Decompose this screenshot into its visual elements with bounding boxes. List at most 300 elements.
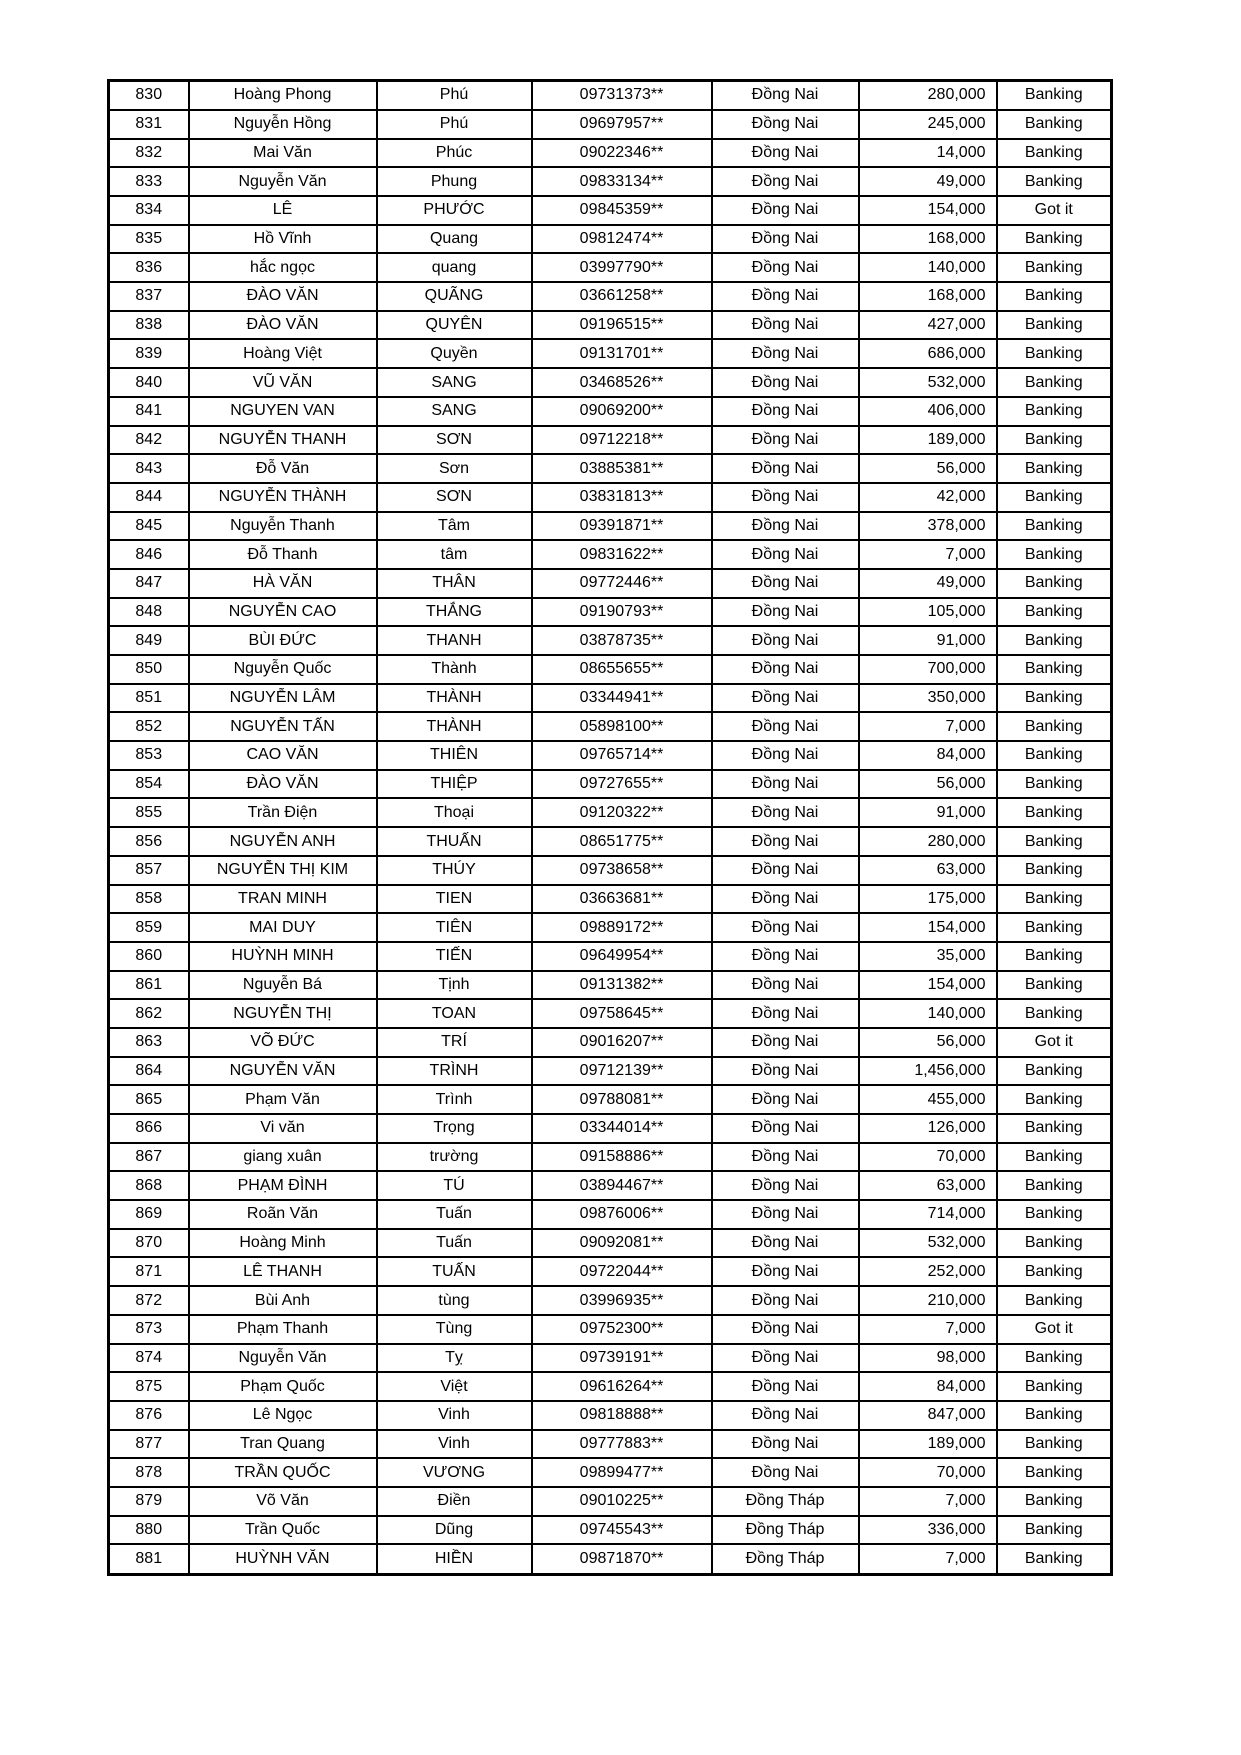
table-row bbox=[109, 1544, 1112, 1574]
cell-status: Banking bbox=[997, 1286, 1112, 1315]
cell-first-middle-name: Phạm Quốc bbox=[189, 1372, 377, 1401]
cell-amount: 56,000 bbox=[859, 454, 997, 483]
cell-amount: 532,000 bbox=[859, 1229, 997, 1258]
cell-amount: 336,000 bbox=[859, 1516, 997, 1545]
table-row bbox=[109, 282, 1112, 311]
cell-status: Banking bbox=[997, 225, 1112, 254]
cell-status: Banking bbox=[997, 1114, 1112, 1143]
cell-first-middle-name: Nguyễn Văn bbox=[189, 1344, 377, 1373]
cell-last-name: Tỵ bbox=[377, 1344, 532, 1373]
cell-status: Banking bbox=[997, 569, 1112, 598]
cell-status: Banking bbox=[997, 1257, 1112, 1286]
cell-phone-masked: 09131382** bbox=[532, 971, 712, 1000]
cell-row-number: 852 bbox=[109, 712, 189, 741]
cell-status: Banking bbox=[997, 253, 1112, 282]
cell-province: Đồng Nai bbox=[712, 196, 859, 225]
cell-row-number: 872 bbox=[109, 1286, 189, 1315]
cell-amount: 168,000 bbox=[859, 282, 997, 311]
cell-amount: 7,000 bbox=[859, 540, 997, 569]
cell-last-name: TUẤN bbox=[377, 1257, 532, 1286]
cell-province: Đồng Nai bbox=[712, 1430, 859, 1459]
cell-province: Đồng Nai bbox=[712, 1257, 859, 1286]
cell-first-middle-name: Trần Điện bbox=[189, 798, 377, 827]
cell-phone-masked: 03344941** bbox=[532, 684, 712, 713]
cell-last-name: tùng bbox=[377, 1286, 532, 1315]
cell-first-middle-name: Trần Quốc bbox=[189, 1516, 377, 1545]
cell-last-name: quang bbox=[377, 253, 532, 282]
cell-row-number: 843 bbox=[109, 454, 189, 483]
cell-status: Banking bbox=[997, 885, 1112, 914]
cell-amount: 189,000 bbox=[859, 1430, 997, 1459]
cell-amount: 700,000 bbox=[859, 655, 997, 684]
cell-row-number: 838 bbox=[109, 311, 189, 340]
cell-phone-masked: 09092081** bbox=[532, 1229, 712, 1258]
cell-province: Đồng Nai bbox=[712, 569, 859, 598]
cell-last-name: THÀNH bbox=[377, 712, 532, 741]
cell-status: Banking bbox=[997, 397, 1112, 426]
table-row bbox=[109, 1286, 1112, 1315]
table-row bbox=[109, 1516, 1112, 1545]
cell-province: Đồng Nai bbox=[712, 339, 859, 368]
table-row bbox=[109, 598, 1112, 627]
table-row bbox=[109, 397, 1112, 426]
cell-first-middle-name: VÕ ĐỨC bbox=[189, 1028, 377, 1057]
cell-last-name: Tịnh bbox=[377, 971, 532, 1000]
cell-province: Đồng Tháp bbox=[712, 1487, 859, 1516]
cell-first-middle-name: Nguyễn Hồng bbox=[189, 110, 377, 139]
cell-first-middle-name: CAO VĂN bbox=[189, 741, 377, 770]
table-row bbox=[109, 139, 1112, 168]
cell-province: Đồng Nai bbox=[712, 253, 859, 282]
cell-status: Banking bbox=[997, 1430, 1112, 1459]
cell-phone-masked: 09745543** bbox=[532, 1516, 712, 1545]
cell-row-number: 865 bbox=[109, 1085, 189, 1114]
cell-first-middle-name: Phạm Thanh bbox=[189, 1315, 377, 1344]
cell-last-name: Phúc bbox=[377, 139, 532, 168]
cell-province: Đồng Nai bbox=[712, 1458, 859, 1487]
cell-amount: 70,000 bbox=[859, 1143, 997, 1172]
cell-first-middle-name: Phạm Văn bbox=[189, 1085, 377, 1114]
cell-province: Đồng Nai bbox=[712, 282, 859, 311]
cell-row-number: 871 bbox=[109, 1257, 189, 1286]
cell-province: Đồng Nai bbox=[712, 1143, 859, 1172]
cell-status: Banking bbox=[997, 827, 1112, 856]
cell-last-name: THIÊN bbox=[377, 741, 532, 770]
cell-status: Banking bbox=[997, 971, 1112, 1000]
cell-phone-masked: 03894467** bbox=[532, 1171, 712, 1200]
table-row bbox=[109, 626, 1112, 655]
cell-last-name: Vinh bbox=[377, 1401, 532, 1430]
table-row bbox=[109, 1430, 1112, 1459]
cell-first-middle-name: Hoàng Phong bbox=[189, 81, 377, 110]
cell-phone-masked: 09871870** bbox=[532, 1544, 712, 1574]
cell-last-name: Quyền bbox=[377, 339, 532, 368]
cell-phone-masked: 09765714** bbox=[532, 741, 712, 770]
cell-province: Đồng Nai bbox=[712, 1057, 859, 1086]
cell-last-name: Tuấn bbox=[377, 1200, 532, 1229]
cell-row-number: 874 bbox=[109, 1344, 189, 1373]
cell-status: Banking bbox=[997, 1458, 1112, 1487]
cell-amount: 1,456,000 bbox=[859, 1057, 997, 1086]
cell-first-middle-name: VŨ VĂN bbox=[189, 368, 377, 397]
cell-province: Đồng Nai bbox=[712, 1372, 859, 1401]
table-row bbox=[109, 81, 1112, 110]
cell-province: Đồng Nai bbox=[712, 512, 859, 541]
cell-row-number: 869 bbox=[109, 1200, 189, 1229]
cell-amount: 63,000 bbox=[859, 1171, 997, 1200]
cell-phone-masked: 09777883** bbox=[532, 1430, 712, 1459]
cell-last-name: Thành bbox=[377, 655, 532, 684]
table-row bbox=[109, 770, 1112, 799]
cell-first-middle-name: PHẠM ĐÌNH bbox=[189, 1171, 377, 1200]
cell-phone-masked: 09899477** bbox=[532, 1458, 712, 1487]
cell-status: Banking bbox=[997, 110, 1112, 139]
cell-row-number: 836 bbox=[109, 253, 189, 282]
cell-province: Đồng Nai bbox=[712, 167, 859, 196]
table-row bbox=[109, 225, 1112, 254]
cell-province: Đồng Nai bbox=[712, 1315, 859, 1344]
table-row bbox=[109, 1344, 1112, 1373]
cell-province: Đồng Nai bbox=[712, 81, 859, 110]
cell-last-name: Vinh bbox=[377, 1430, 532, 1459]
cell-last-name: SANG bbox=[377, 397, 532, 426]
cell-last-name: SƠN bbox=[377, 483, 532, 512]
cell-status: Banking bbox=[997, 798, 1112, 827]
cell-province: Đồng Nai bbox=[712, 1085, 859, 1114]
cell-last-name: TIẾN bbox=[377, 942, 532, 971]
table-row bbox=[109, 1229, 1112, 1258]
cell-status: Banking bbox=[997, 1229, 1112, 1258]
cell-last-name: Sơn bbox=[377, 454, 532, 483]
cell-first-middle-name: Tran Quang bbox=[189, 1430, 377, 1459]
cell-amount: 7,000 bbox=[859, 1544, 997, 1574]
cell-amount: 70,000 bbox=[859, 1458, 997, 1487]
cell-amount: 84,000 bbox=[859, 741, 997, 770]
cell-first-middle-name: NGUYỄN TẤN bbox=[189, 712, 377, 741]
table-row bbox=[109, 483, 1112, 512]
cell-phone-masked: 09158886** bbox=[532, 1143, 712, 1172]
cell-amount: 350,000 bbox=[859, 684, 997, 713]
cell-status: Banking bbox=[997, 655, 1112, 684]
cell-phone-masked: 09818888** bbox=[532, 1401, 712, 1430]
cell-row-number: 840 bbox=[109, 368, 189, 397]
cell-amount: 245,000 bbox=[859, 110, 997, 139]
cell-amount: 105,000 bbox=[859, 598, 997, 627]
table-row bbox=[109, 167, 1112, 196]
cell-last-name: Trình bbox=[377, 1085, 532, 1114]
cell-amount: 175,000 bbox=[859, 885, 997, 914]
cell-row-number: 846 bbox=[109, 540, 189, 569]
table-row bbox=[109, 741, 1112, 770]
cell-first-middle-name: Đỗ Thanh bbox=[189, 540, 377, 569]
cell-phone-masked: 09738658** bbox=[532, 856, 712, 885]
cell-status: Banking bbox=[997, 1200, 1112, 1229]
cell-phone-masked: 09727655** bbox=[532, 770, 712, 799]
table-row bbox=[109, 253, 1112, 282]
cell-row-number: 878 bbox=[109, 1458, 189, 1487]
cell-status: Banking bbox=[997, 81, 1112, 110]
cell-row-number: 833 bbox=[109, 167, 189, 196]
cell-status: Banking bbox=[997, 1544, 1112, 1574]
cell-first-middle-name: Roãn Văn bbox=[189, 1200, 377, 1229]
cell-province: Đồng Nai bbox=[712, 139, 859, 168]
cell-phone-masked: 03997790** bbox=[532, 253, 712, 282]
cell-status: Banking bbox=[997, 999, 1112, 1028]
cell-phone-masked: 09752300** bbox=[532, 1315, 712, 1344]
cell-province: Đồng Nai bbox=[712, 1200, 859, 1229]
cell-amount: 7,000 bbox=[859, 1487, 997, 1516]
cell-row-number: 870 bbox=[109, 1229, 189, 1258]
cell-row-number: 842 bbox=[109, 426, 189, 455]
cell-last-name: Phú bbox=[377, 81, 532, 110]
cell-amount: 154,000 bbox=[859, 913, 997, 942]
cell-last-name: Tuấn bbox=[377, 1229, 532, 1258]
cell-amount: 406,000 bbox=[859, 397, 997, 426]
cell-first-middle-name: HÀ VĂN bbox=[189, 569, 377, 598]
cell-row-number: 841 bbox=[109, 397, 189, 426]
table-row bbox=[109, 712, 1112, 741]
cell-last-name: VƯƠNG bbox=[377, 1458, 532, 1487]
cell-amount: 686,000 bbox=[859, 339, 997, 368]
cell-first-middle-name: NGUYỄN ANH bbox=[189, 827, 377, 856]
cell-province: Đồng Nai bbox=[712, 1401, 859, 1430]
cell-phone-masked: 03831813** bbox=[532, 483, 712, 512]
table-row bbox=[109, 426, 1112, 455]
cell-row-number: 848 bbox=[109, 598, 189, 627]
cell-phone-masked: 03878735** bbox=[532, 626, 712, 655]
table-row bbox=[109, 913, 1112, 942]
cell-province: Đồng Nai bbox=[712, 913, 859, 942]
cell-amount: 427,000 bbox=[859, 311, 997, 340]
cell-row-number: 859 bbox=[109, 913, 189, 942]
cell-first-middle-name: NGUYỄN LÂM bbox=[189, 684, 377, 713]
cell-last-name: trường bbox=[377, 1143, 532, 1172]
table-row bbox=[109, 1487, 1112, 1516]
cell-province: Đồng Nai bbox=[712, 999, 859, 1028]
table-row bbox=[109, 885, 1112, 914]
cell-amount: 532,000 bbox=[859, 368, 997, 397]
cell-phone-masked: 09833134** bbox=[532, 167, 712, 196]
table-row bbox=[109, 856, 1112, 885]
cell-last-name: SƠN bbox=[377, 426, 532, 455]
table-row bbox=[109, 311, 1112, 340]
cell-province: Đồng Nai bbox=[712, 942, 859, 971]
cell-status: Banking bbox=[997, 712, 1112, 741]
cell-phone-masked: 09812474** bbox=[532, 225, 712, 254]
cell-row-number: 835 bbox=[109, 225, 189, 254]
cell-phone-masked: 09758645** bbox=[532, 999, 712, 1028]
cell-phone-masked: 09120322** bbox=[532, 798, 712, 827]
cell-first-middle-name: HUỲNH MINH bbox=[189, 942, 377, 971]
cell-first-middle-name: NGUYỄN THÀNH bbox=[189, 483, 377, 512]
cell-status: Banking bbox=[997, 1344, 1112, 1373]
cell-phone-masked: 09831622** bbox=[532, 540, 712, 569]
cell-row-number: 854 bbox=[109, 770, 189, 799]
cell-phone-masked: 09016207** bbox=[532, 1028, 712, 1057]
cell-status: Banking bbox=[997, 1143, 1112, 1172]
cell-province: Đồng Nai bbox=[712, 110, 859, 139]
cell-province: Đồng Nai bbox=[712, 1344, 859, 1373]
cell-last-name: QUÃNG bbox=[377, 282, 532, 311]
cell-last-name: QUYÊN bbox=[377, 311, 532, 340]
table-row bbox=[109, 339, 1112, 368]
table-row bbox=[109, 942, 1112, 971]
cell-phone-masked: 09772446** bbox=[532, 569, 712, 598]
cell-status: Got it bbox=[997, 1028, 1112, 1057]
cell-province: Đồng Nai bbox=[712, 397, 859, 426]
cell-province: Đồng Nai bbox=[712, 598, 859, 627]
cell-last-name: tâm bbox=[377, 540, 532, 569]
cell-status: Banking bbox=[997, 770, 1112, 799]
cell-first-middle-name: LÊ bbox=[189, 196, 377, 225]
cell-phone-masked: 03344014** bbox=[532, 1114, 712, 1143]
cell-row-number: 834 bbox=[109, 196, 189, 225]
cell-row-number: 830 bbox=[109, 81, 189, 110]
cell-first-middle-name: Lê Ngọc bbox=[189, 1401, 377, 1430]
cell-amount: 378,000 bbox=[859, 512, 997, 541]
cell-phone-masked: 09845359** bbox=[532, 196, 712, 225]
cell-phone-masked: 09616264** bbox=[532, 1372, 712, 1401]
cell-row-number: 844 bbox=[109, 483, 189, 512]
cell-province: Đồng Nai bbox=[712, 856, 859, 885]
cell-amount: 56,000 bbox=[859, 1028, 997, 1057]
cell-row-number: 855 bbox=[109, 798, 189, 827]
cell-amount: 84,000 bbox=[859, 1372, 997, 1401]
cell-last-name: Tùng bbox=[377, 1315, 532, 1344]
cell-phone-masked: 09391871** bbox=[532, 512, 712, 541]
cell-amount: 126,000 bbox=[859, 1114, 997, 1143]
cell-amount: 7,000 bbox=[859, 1315, 997, 1344]
cell-status: Banking bbox=[997, 540, 1112, 569]
cell-province: Đồng Nai bbox=[712, 483, 859, 512]
cell-province: Đồng Nai bbox=[712, 971, 859, 1000]
cell-first-middle-name: NGUYỄN VĂN bbox=[189, 1057, 377, 1086]
table-row bbox=[109, 454, 1112, 483]
cell-row-number: 845 bbox=[109, 512, 189, 541]
cell-amount: 280,000 bbox=[859, 81, 997, 110]
table-row bbox=[109, 1171, 1112, 1200]
table-row bbox=[109, 1458, 1112, 1487]
cell-province: Đồng Nai bbox=[712, 770, 859, 799]
cell-row-number: 858 bbox=[109, 885, 189, 914]
cell-row-number: 873 bbox=[109, 1315, 189, 1344]
cell-row-number: 847 bbox=[109, 569, 189, 598]
cell-province: Đồng Nai bbox=[712, 827, 859, 856]
cell-phone-masked: 09712139** bbox=[532, 1057, 712, 1086]
cell-first-middle-name: Bùi Anh bbox=[189, 1286, 377, 1315]
recipient-payment-table bbox=[107, 79, 1113, 1576]
cell-phone-masked: 09788081** bbox=[532, 1085, 712, 1114]
cell-status: Banking bbox=[997, 856, 1112, 885]
cell-status: Banking bbox=[997, 1372, 1112, 1401]
cell-first-middle-name: NGUYEN VAN bbox=[189, 397, 377, 426]
cell-amount: 455,000 bbox=[859, 1085, 997, 1114]
cell-first-middle-name: hắc ngọc bbox=[189, 253, 377, 282]
cell-phone-masked: 03885381** bbox=[532, 454, 712, 483]
cell-last-name: Điền bbox=[377, 1487, 532, 1516]
cell-first-middle-name: NGUYỄN THANH bbox=[189, 426, 377, 455]
cell-last-name: THẮNG bbox=[377, 598, 532, 627]
cell-status: Banking bbox=[997, 741, 1112, 770]
cell-phone-masked: 09010225** bbox=[532, 1487, 712, 1516]
cell-row-number: 831 bbox=[109, 110, 189, 139]
cell-province: Đồng Nai bbox=[712, 1286, 859, 1315]
cell-phone-masked: 08651775** bbox=[532, 827, 712, 856]
table-row bbox=[109, 999, 1112, 1028]
cell-amount: 35,000 bbox=[859, 942, 997, 971]
cell-amount: 154,000 bbox=[859, 971, 997, 1000]
cell-phone-masked: 05898100** bbox=[532, 712, 712, 741]
cell-last-name: TÚ bbox=[377, 1171, 532, 1200]
cell-status: Banking bbox=[997, 684, 1112, 713]
cell-amount: 49,000 bbox=[859, 167, 997, 196]
cell-status: Banking bbox=[997, 626, 1112, 655]
cell-amount: 280,000 bbox=[859, 827, 997, 856]
cell-amount: 189,000 bbox=[859, 426, 997, 455]
cell-amount: 210,000 bbox=[859, 1286, 997, 1315]
cell-status: Banking bbox=[997, 1171, 1112, 1200]
cell-last-name: SANG bbox=[377, 368, 532, 397]
cell-phone-masked: 08655655** bbox=[532, 655, 712, 684]
cell-province: Đồng Nai bbox=[712, 1171, 859, 1200]
cell-row-number: 877 bbox=[109, 1430, 189, 1459]
cell-province: Đồng Nai bbox=[712, 1229, 859, 1258]
cell-phone-masked: 03996935** bbox=[532, 1286, 712, 1315]
cell-amount: 42,000 bbox=[859, 483, 997, 512]
cell-first-middle-name: TRAN MINH bbox=[189, 885, 377, 914]
cell-amount: 847,000 bbox=[859, 1401, 997, 1430]
cell-row-number: 860 bbox=[109, 942, 189, 971]
cell-amount: 154,000 bbox=[859, 196, 997, 225]
cell-last-name: Dũng bbox=[377, 1516, 532, 1545]
cell-first-middle-name: NGUYỄN THỊ bbox=[189, 999, 377, 1028]
cell-first-middle-name: BÙI ĐỨC bbox=[189, 626, 377, 655]
cell-first-middle-name: Hồ Vĩnh bbox=[189, 225, 377, 254]
cell-last-name: Phung bbox=[377, 167, 532, 196]
cell-row-number: 861 bbox=[109, 971, 189, 1000]
cell-last-name: THANH bbox=[377, 626, 532, 655]
cell-last-name: THUẤN bbox=[377, 827, 532, 856]
cell-first-middle-name: NGUYỄN THỊ KIM bbox=[189, 856, 377, 885]
cell-amount: 140,000 bbox=[859, 253, 997, 282]
cell-last-name: TRÌNH bbox=[377, 1057, 532, 1086]
cell-phone-masked: 03661258** bbox=[532, 282, 712, 311]
cell-status: Got it bbox=[997, 1315, 1112, 1344]
cell-last-name: TIÊN bbox=[377, 913, 532, 942]
cell-phone-masked: 09131701** bbox=[532, 339, 712, 368]
cell-status: Banking bbox=[997, 426, 1112, 455]
cell-row-number: 862 bbox=[109, 999, 189, 1028]
cell-status: Banking bbox=[997, 1401, 1112, 1430]
cell-first-middle-name: Võ Văn bbox=[189, 1487, 377, 1516]
cell-first-middle-name: Vi văn bbox=[189, 1114, 377, 1143]
cell-phone-masked: 09649954** bbox=[532, 942, 712, 971]
table-row bbox=[109, 1085, 1112, 1114]
cell-row-number: 868 bbox=[109, 1171, 189, 1200]
cell-first-middle-name: ĐÀO VĂN bbox=[189, 282, 377, 311]
cell-province: Đồng Nai bbox=[712, 885, 859, 914]
cell-phone-masked: 09731373** bbox=[532, 81, 712, 110]
cell-last-name: Việt bbox=[377, 1372, 532, 1401]
cell-last-name: THIỆP bbox=[377, 770, 532, 799]
table-row bbox=[109, 1257, 1112, 1286]
cell-amount: 714,000 bbox=[859, 1200, 997, 1229]
cell-province: Đồng Nai bbox=[712, 311, 859, 340]
cell-last-name: TOAN bbox=[377, 999, 532, 1028]
table-row bbox=[109, 1315, 1112, 1344]
cell-last-name: PHƯỚC bbox=[377, 196, 532, 225]
cell-last-name: HIỀN bbox=[377, 1544, 532, 1574]
